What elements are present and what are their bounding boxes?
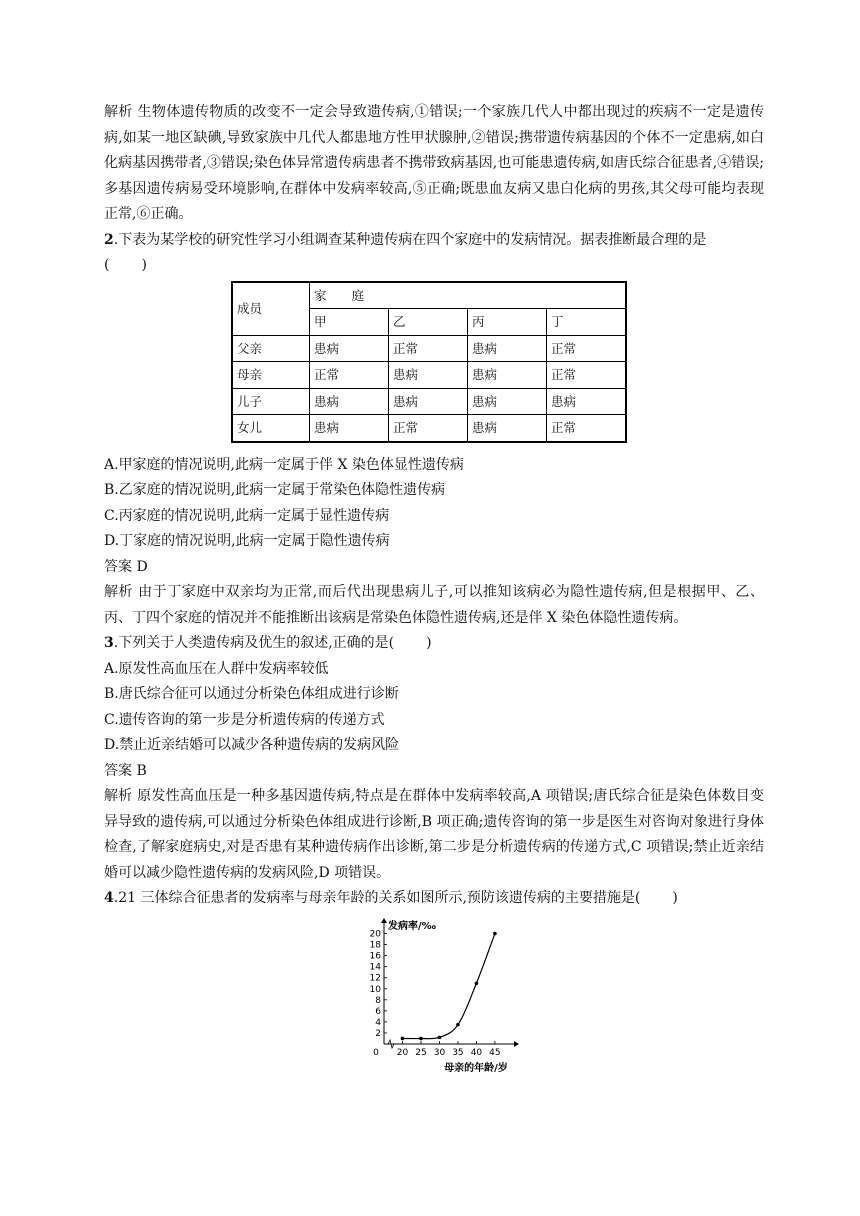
q2-answer: 答案 D [104, 558, 148, 575]
q2-paren [104, 253, 764, 279]
q2-explanation: 解析 由于丁家庭中双亲均为正常,而后代出现患病儿子,可以推知该病必为隐性遗传病,但是根据甲、乙、丙、丁四个家庭的情况并不能推断出该病是常染色体隐性遗传病,还是伴 X 染色体隐性遗传病。 [104, 584, 764, 626]
table-cell: 正常 [547, 335, 627, 362]
table-family-header: 丁 [547, 309, 627, 336]
table-row [232, 388, 626, 415]
table-member: 儿子 [232, 388, 310, 415]
q2-paren-open: ( [104, 257, 110, 273]
table-cell: 患病 [310, 415, 389, 442]
x-axis-label: 母亲的年龄/岁 [444, 1062, 508, 1074]
data-point [401, 1036, 405, 1040]
table-family-header: 甲 [310, 309, 389, 336]
y-tick-label: 10 [369, 984, 381, 995]
q1-explanation: 解析 生物体遗传物质的改变不一定会导致遗传病,①错误;一个家族几代人中都出现过的疾病不一定是遗传病,如某一地区缺碘,导致家族中几代人都患地方性甲状腺肿,②错误;携带遗传病基因的个体不一定患病,如白化病基因携带者,③错误;染色体异常遗传病患者不携带致病基因,也可能患遗传病,如唐氏综合征患者,④错误;多基因遗传病易受环境影响,在群体中发病率较高,⑤正确;既患血友病又患白化病的男孩,其父母可能均表现正常,⑥正确。 [104, 104, 764, 222]
table-cell: 患病 [468, 335, 547, 362]
q3-option-d: D.禁止近亲结婚可以减少各种遗传病的发病风险 [104, 737, 400, 753]
data-point [438, 1035, 442, 1039]
table-group-header: 家 庭 [310, 282, 627, 309]
table-row [232, 415, 626, 442]
table-row [232, 362, 626, 389]
y-tick-label: 8 [375, 995, 381, 1006]
data-point [419, 1036, 423, 1040]
origin-label: 0 [373, 1047, 379, 1058]
q2-paren-close: ) [141, 257, 147, 273]
x-tick-label: 25 [415, 1047, 427, 1058]
table-cell: 患病 [468, 415, 547, 442]
q3-stem-text: .下列关于人类遗传病及优生的叙述,正确的是( [113, 635, 395, 651]
table-cell: 患病 [389, 362, 468, 389]
q3-paren-close: ) [426, 635, 432, 651]
q4-stem-text: .21 三体综合征患者的发病率与母亲年龄的关系如图所示,预防该遗传病的主要措施是( [113, 890, 641, 906]
x-tick-label: 30 [433, 1047, 446, 1058]
q3-option-c: C.遗传咨询的第一步是分析遗传病的传递方式 [104, 711, 385, 728]
y-tick-label: 20 [369, 929, 381, 940]
family-table [231, 281, 627, 443]
table-cell: 患病 [547, 388, 627, 415]
q2-option-a: A.甲家庭的情况说明,此病一定属于伴 X 染色体显性遗传病 [104, 456, 464, 473]
chart-svg [354, 918, 554, 1078]
y-axis-label: 发病率/‰ [388, 920, 437, 932]
table-family-header: 乙 [389, 309, 468, 336]
page-content [104, 100, 764, 1078]
table-row [232, 335, 626, 362]
table-member: 女儿 [232, 415, 310, 442]
table-cell: 患病 [389, 388, 468, 415]
q2-option-d: D.丁家庭的情况说明,此病一定属于隐性遗传病 [104, 533, 390, 549]
q3-number: 3 [104, 635, 114, 651]
x-tick-label: 35 [452, 1047, 464, 1058]
q3-option-a: A.原发性高血压在人群中发病率较低 [104, 660, 329, 677]
y-axis-arrow [381, 918, 387, 923]
table-family-header: 丙 [468, 309, 547, 336]
q4-number: 4 [104, 890, 114, 906]
data-point [493, 931, 497, 935]
incidence-curve [402, 933, 494, 1038]
y-tick-label: 14 [369, 962, 381, 973]
q4-paren-close: ) [672, 890, 678, 906]
table-cell: 正常 [547, 415, 627, 442]
q2-stem [104, 228, 764, 254]
x-axis-arrow [514, 1041, 519, 1047]
q3-answer: 答案 B [104, 762, 147, 779]
q3-explanation: 解析 原发性高血压是一种多基因遗传病,特点是在群体中发病率较高,A 项错误;唐氏综合征是染色体数目变异导致的遗传病,可以通过分析染色体组成进行诊断,B 项正确;遗传咨询的第一步是医生对咨询对象进行身体检查,了解家庭病史,对是否患有某种遗传病作出诊断,第二步是分析遗传病的传递方式,C 项错误;禁止近亲结婚可以减少隐性遗传病的发病风险,D 项错误。 [104, 788, 764, 881]
y-tick-label: 12 [369, 973, 381, 984]
table-cell: 患病 [468, 388, 547, 415]
q4-stem [104, 886, 764, 912]
table-cell: 正常 [547, 362, 627, 389]
table-cell: 正常 [389, 335, 468, 362]
q2-option-c: C.丙家庭的情况说明,此病一定属于显性遗传病 [104, 507, 390, 524]
incidence-chart [354, 918, 554, 1078]
table-member: 父亲 [232, 335, 310, 362]
table-cell: 正常 [310, 362, 389, 389]
q2-option-b: B.乙家庭的情况说明,此病一定属于常染色体隐性遗传病 [104, 482, 446, 498]
q2-number: 2 [104, 231, 114, 248]
q3-option-b: B.唐氏综合征可以通过分析染色体组成进行诊断 [104, 686, 399, 702]
table-cell: 患病 [468, 362, 547, 389]
table-cell: 患病 [310, 335, 389, 362]
q3-stem [104, 631, 764, 657]
table-cell: 正常 [389, 415, 468, 442]
q2-stem-text: .下表为某学校的研究性学习小组调查某种遗传病在四个家庭中的发病情况。据表推断最合理的是 [113, 231, 707, 248]
table-member: 母亲 [232, 362, 310, 389]
data-point [475, 981, 479, 985]
y-tick-label: 2 [375, 1028, 381, 1039]
y-tick-label: 4 [375, 1017, 381, 1028]
x-tick-label: 45 [489, 1047, 501, 1058]
data-point [456, 1022, 460, 1026]
x-tick-label: 20 [396, 1047, 409, 1058]
y-tick-label: 16 [369, 951, 381, 962]
table-corner: 成员 [232, 282, 310, 336]
table-cell: 患病 [310, 388, 389, 415]
y-tick-label: 6 [375, 1006, 381, 1017]
y-tick-label: 18 [369, 940, 381, 951]
x-tick-label: 40 [470, 1047, 483, 1058]
